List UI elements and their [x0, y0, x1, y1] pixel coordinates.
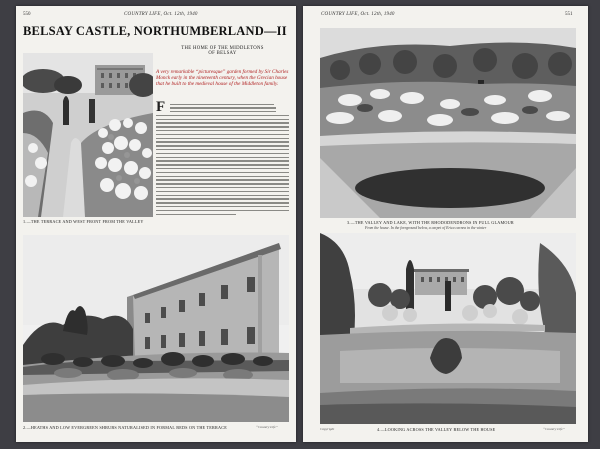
article-title: BELSAY CASTLE, NORTHUMBERLAND—II — [23, 24, 287, 38]
photo-terrace-west-front — [23, 53, 153, 217]
photo-credit-2: “Country Life” — [256, 425, 278, 429]
drop-cap: F — [156, 101, 166, 115]
running-head: COUNTRY LIFE, Oct. 12th, 1940 — [321, 12, 395, 17]
photo-valley-lake-rhododendrons — [320, 28, 576, 218]
standfirst: A very remarkable “picturesque” garden formed by Sir Charles Monck early in the nineteenth century, when the Grecian house that he built to the medieval house of the Middleton family. — [156, 69, 289, 88]
caption-3: 3.—THE VALLEY AND LAKE, WITH THE RHODODENDRONS IN FULL GLAMOUR — [347, 220, 514, 225]
subtitle-line-1: THE HOME OF THE MIDDLETONS — [181, 46, 264, 51]
subcaption-3: From the house. In the foreground below, a carpet of Erica carnea in the winter — [365, 226, 487, 230]
subtitle-line-2: OF BELSAY — [208, 51, 237, 56]
caption-2: 2.—HEATHS AND LOW EVERGREEN SHRUBS NATURALISED IN FORMAL BEDS ON THE TERRACE — [23, 425, 227, 430]
photo-credit-4-left: Copyright — [320, 427, 335, 431]
article-subtitle — [156, 46, 289, 56]
photo-credit-4-right: “Country Life” — [543, 427, 565, 431]
caption-4: 4.—LOOKING ACROSS THE VALLEY BELOW THE HOUSE — [377, 427, 496, 432]
running-head: COUNTRY LIFE, Oct. 12th, 1940 — [124, 12, 198, 17]
photo-heaths-terrace — [23, 235, 289, 422]
right-page — [303, 6, 588, 442]
photo-valley-below-house — [320, 233, 576, 424]
page-number: 551 — [565, 12, 573, 17]
caption-1: 1.—THE TERRACE AND WEST FRONT FROM THE VALLEY — [23, 219, 144, 224]
body-text-column — [156, 101, 289, 217]
page-number: 550 — [23, 12, 31, 17]
left-page — [16, 6, 296, 442]
